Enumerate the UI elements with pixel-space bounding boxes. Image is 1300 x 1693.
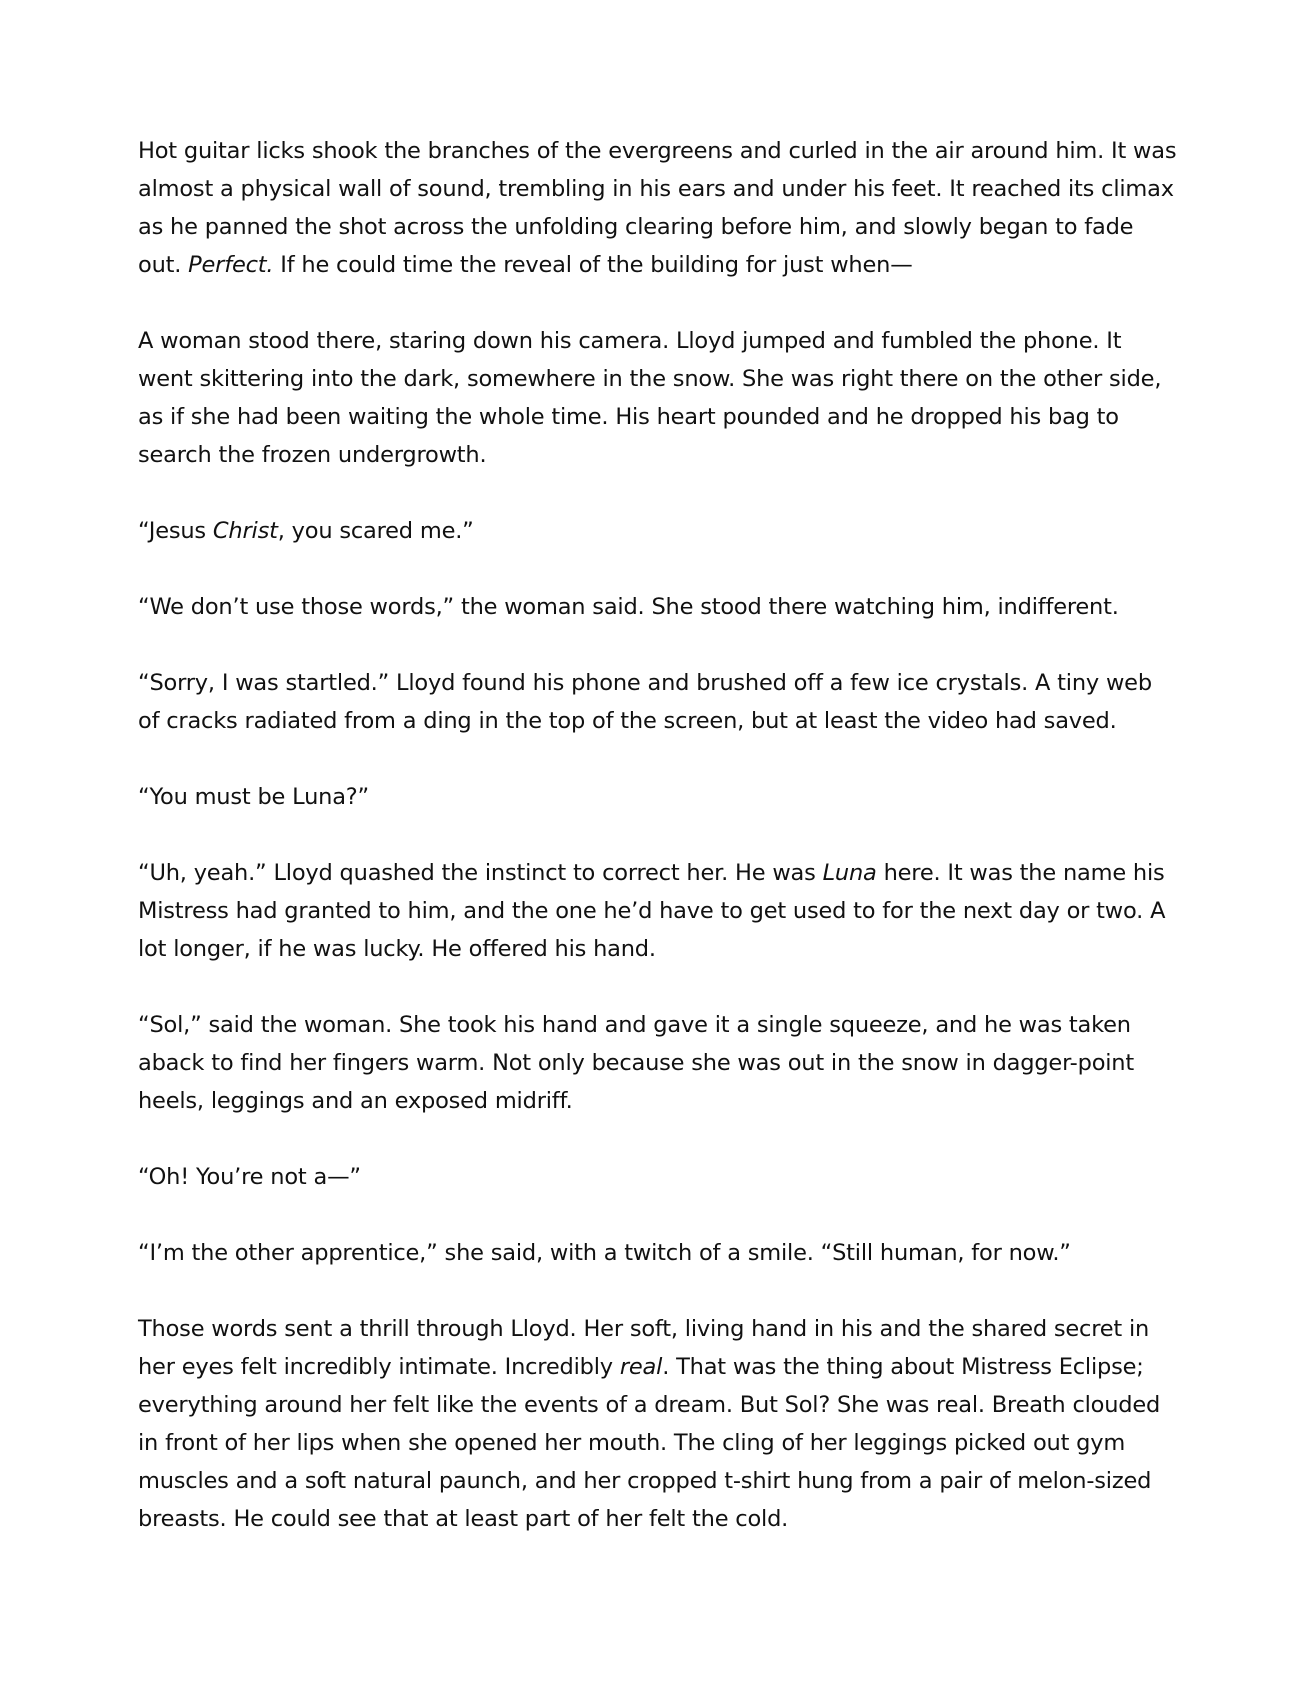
text-segment: “Sol,” said the woman. She took his hand and gave it a single squeeze, and he was taken aback to find her fingers warm. Not only because she was out in the snow in dagger-point heels, leggings and an exposed midriff. (138, 1012, 1134, 1114)
document-body (138, 132, 1178, 1576)
paragraph (138, 512, 1178, 550)
text-segment: here. It was the name his Mistress had granted to him, and the one he’d have to get used to for the next day or two. A lot longer, if he was lucky. He offered his hand. (138, 860, 1166, 962)
text-segment: Hot guitar licks shook the branches of the evergreens and curled in the air around him. It was almost a physical wall of sound, trembling in his ears and under his feet. It reached its climax as he panned the shot across the unfolding clearing before him, and slowly began to fade out. (138, 138, 1177, 278)
paragraph (138, 1310, 1178, 1538)
paragraph (138, 664, 1178, 740)
paragraph (138, 1158, 1178, 1196)
paragraph (138, 1234, 1178, 1272)
text-segment: “Jesus (138, 518, 213, 544)
paragraph (138, 1006, 1178, 1120)
paragraph (138, 778, 1178, 816)
paragraph (138, 322, 1178, 474)
text-segment: “Uh, yeah.” Lloyd quashed the instinct to correct her. He was (138, 860, 823, 886)
text-segment: “I’m the other apprentice,” she said, with a twitch of a smile. “Still human, for now.” (138, 1240, 1071, 1266)
text-segment: , you scared me.” (277, 518, 474, 544)
text-segment: A woman stood there, staring down his camera. Lloyd jumped and fumbled the phone. It went skittering into the dark, somewhere in the snow. She was right there on the other side, as if she had been waiting the whole time. His heart pounded and he dropped his bag to search the frozen undergrowth. (138, 328, 1162, 468)
text-segment: “Oh! You’re not a—” (138, 1164, 361, 1190)
paragraph (138, 854, 1178, 968)
paragraph (138, 132, 1178, 284)
text-segment: . That was the thing about Mistress Eclipse; everything around her felt like the events of a dream. But Sol? She was real. Breath clouded in front of her lips when she opened her mouth. The cling of her leggings picked out gym muscles and a soft natural paunch, and her cropped t-shirt hung from a pair of melon-sized breasts. He could see that at least part of her felt the cold. (138, 1354, 1161, 1532)
text-segment: “Sorry, I was startled.” Lloyd found his phone and brushed off a few ice crystals. A tiny web of cracks radiated from a ding in the top of the screen, but at least the video had saved. (138, 670, 1152, 734)
italic-text-segment: Perfect. (188, 252, 274, 278)
text-segment: Those words sent a thrill through Lloyd. Her soft, living hand in his and the shared secret in her eyes felt incredibly intimate. Incredibly (138, 1316, 1150, 1380)
text-segment: If he could time the reveal of the building for just when— (273, 252, 913, 278)
text-segment: “We don’t use those words,” the woman said. She stood there watching him, indifferent. (138, 594, 1119, 620)
paragraph (138, 588, 1178, 626)
text-segment: “You must be Luna?” (138, 784, 369, 810)
italic-text-segment: Luna (822, 860, 877, 886)
italic-text-segment: real (619, 1354, 663, 1380)
italic-text-segment: Christ (212, 518, 278, 544)
